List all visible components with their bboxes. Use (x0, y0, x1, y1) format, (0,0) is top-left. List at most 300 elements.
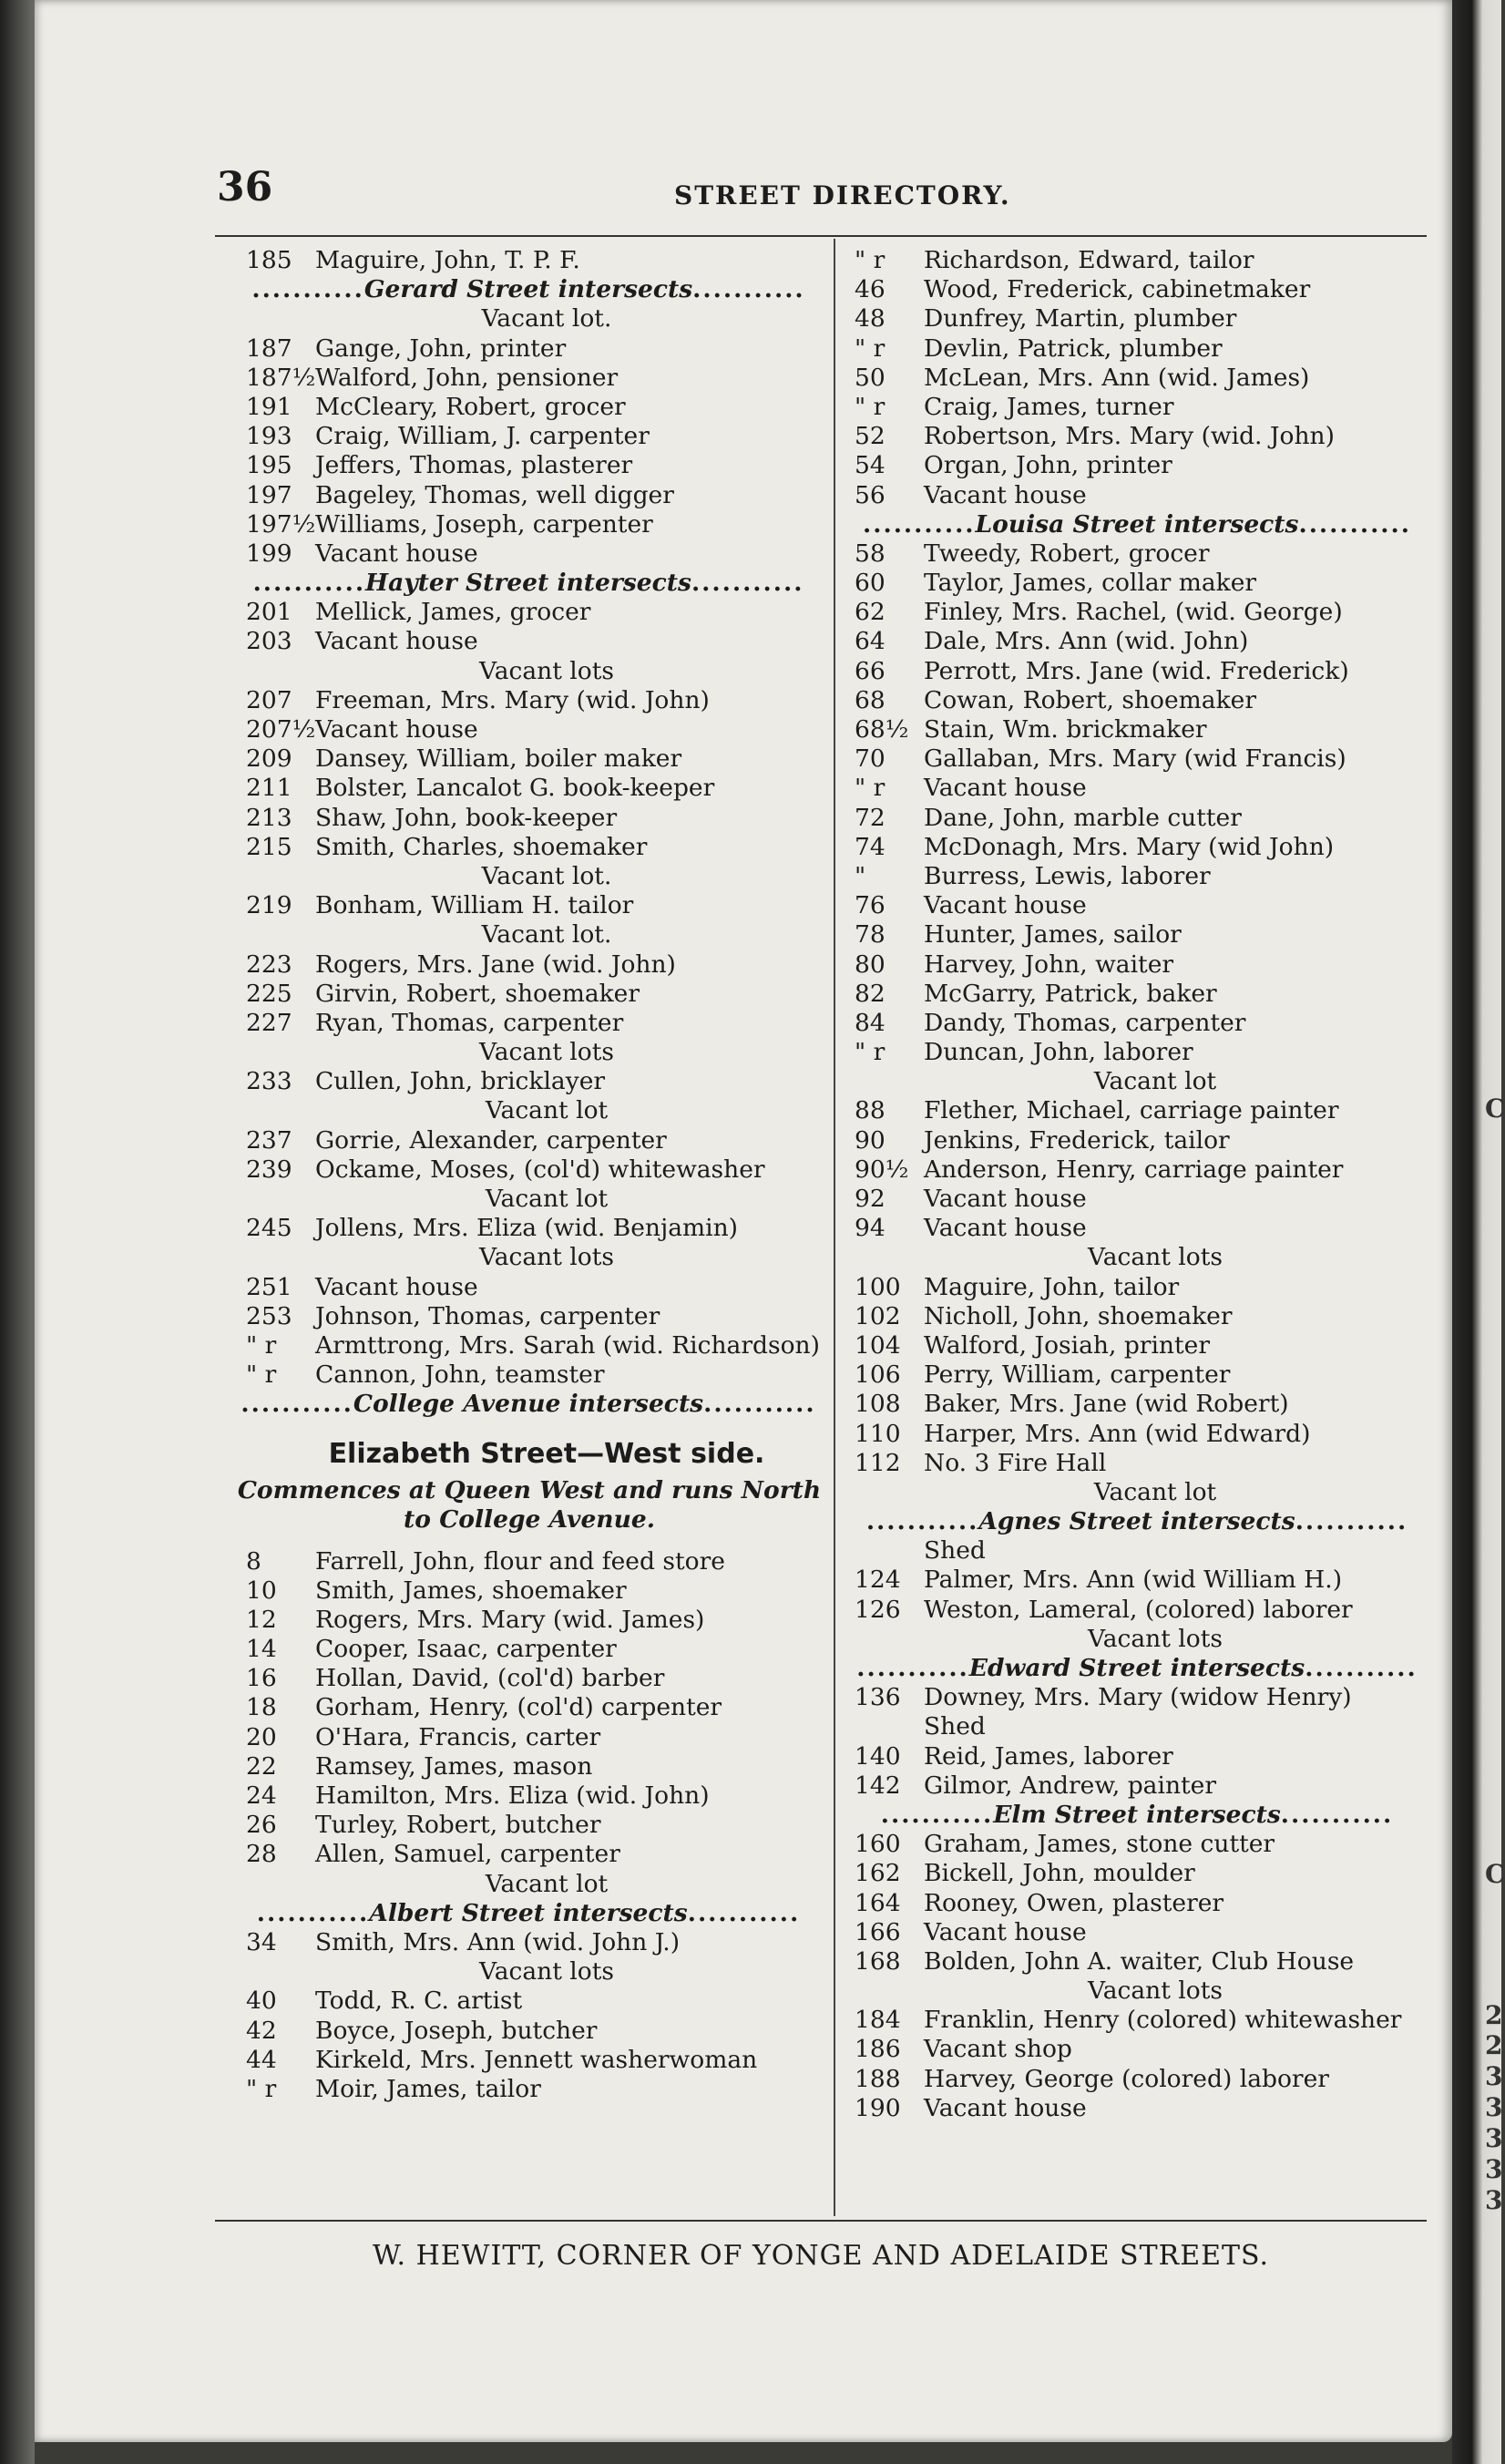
house-number: 191 (246, 392, 292, 421)
directory-entry (855, 481, 1456, 510)
resident-name: Bolster, Lancalot G. book-keeper (315, 774, 715, 803)
resident-name: Craig, James, turner (924, 392, 1174, 421)
resident-name: Rogers, Mrs. Jane (wid. John) (315, 950, 676, 979)
vacancy-line: Vacant lots (479, 1243, 614, 1272)
house-number: " (855, 861, 866, 890)
house-number: 74 (855, 832, 886, 861)
directory-entry (855, 833, 1456, 862)
directory-entry (855, 1038, 1456, 1067)
directory-entry (855, 920, 1456, 950)
house-number: 82 (855, 979, 886, 1008)
directory-entry (855, 569, 1456, 598)
house-number: 46 (855, 275, 886, 304)
directory-entry (855, 1214, 1456, 1243)
vacancy-line: Vacant lot (1093, 1477, 1217, 1506)
intersection-text: Albert Street intersects (369, 1898, 688, 1927)
resident-name: Mellick, James, grocer (315, 598, 591, 627)
resident-name: Hamilton, Mrs. Eliza (wid. John) (315, 1781, 710, 1810)
directory-entry (855, 1566, 1456, 1595)
resident-name: Cullen, John, bricklayer (315, 1067, 606, 1096)
house-number: 112 (855, 1448, 901, 1477)
house-number: 18 (246, 1693, 277, 1722)
resident-name: Smith, Charles, shoemaker (315, 832, 648, 861)
vacancy-line: Vacant lot. (481, 920, 612, 950)
house-number: 100 (855, 1272, 901, 1301)
directory-entry (855, 1918, 1456, 1947)
directory-entry (246, 1214, 847, 1243)
vacancy-line: Vacant lot (485, 1096, 609, 1125)
directory-entry (855, 1420, 1456, 1449)
house-number: 48 (855, 304, 886, 334)
directory-entry (246, 1009, 847, 1038)
house-number: 90½ (855, 1155, 909, 1184)
directory-entry (246, 1781, 847, 1811)
right-column (855, 246, 1456, 2123)
vacancy-line: Vacant lot (485, 1185, 609, 1213)
section-subtitle: Commences at Queen West and runs North to College Avenue. (237, 1475, 822, 1534)
house-number: 193 (246, 422, 292, 451)
house-number: 227 (246, 1008, 292, 1037)
directory-entry (855, 1596, 1456, 1625)
house-number: 215 (246, 832, 292, 861)
directory-entry (246, 364, 847, 393)
resident-name: Downey, Mrs. Mary (widow Henry) (924, 1683, 1352, 1712)
directory-entry (855, 804, 1456, 833)
resident-name: McGarry, Patrick, baker (924, 979, 1217, 1008)
resident-name: Stain, Wm. brickmaker (924, 715, 1207, 744)
house-number: 40 (246, 1987, 277, 2016)
directory-entry (855, 1302, 1456, 1331)
resident-name: Bickell, John, moulder (924, 1859, 1195, 1888)
house-number: 68½ (855, 715, 909, 744)
directory-entry (246, 774, 847, 803)
resident-name: Taylor, James, collar maker (924, 569, 1257, 598)
resident-name: Williams, Joseph, carpenter (315, 509, 653, 539)
house-number: 24 (246, 1781, 277, 1810)
resident-name: McCleary, Robert, grocer (315, 392, 626, 421)
house-number: 28 (246, 1840, 277, 1869)
house-number: 12 (246, 1605, 277, 1634)
house-number: 84 (855, 1008, 886, 1037)
resident-name: Moir, James, tailor (315, 2074, 541, 2103)
house-number: " r (855, 246, 886, 274)
street-intersection-line (237, 569, 820, 598)
directory-entry (855, 451, 1456, 480)
resident-name: Burress, Lewis, laborer (924, 861, 1211, 890)
resident-name: Ryan, Thomas, carpenter (315, 1008, 624, 1037)
house-number: 199 (246, 539, 292, 568)
resident-name: Baker, Mrs. Jane (wid Robert) (924, 1390, 1289, 1419)
directory-entry (855, 715, 1456, 744)
directory-entry (246, 627, 847, 656)
resident-name: Gallaban, Mrs. Mary (wid Francis) (924, 744, 1346, 774)
house-number: 186 (855, 2035, 901, 2064)
vacancy-line: Vacant lot. (481, 861, 612, 890)
house-number: 60 (855, 569, 886, 598)
directory-entry (855, 2094, 1456, 2123)
house-number: " r (246, 2074, 277, 2103)
resident-name: Jeffers, Thomas, plasterer (315, 451, 633, 480)
house-number: 44 (246, 2045, 277, 2074)
house-number: 197½ (246, 509, 316, 539)
intersection-text: Louisa Street intersects (975, 509, 1299, 539)
resident-name: Richardson, Edward, tailor (924, 246, 1254, 274)
left-column (237, 246, 847, 2104)
house-number: 80 (855, 950, 886, 979)
resident-name: Kirkeld, Mrs. Jennett washerwoman (315, 2045, 758, 2074)
resident-name: Maguire, John, T. P. F. (315, 246, 580, 274)
directory-entry (246, 1752, 847, 1781)
directory-entry (855, 1859, 1456, 1888)
house-number: 185 (246, 246, 292, 274)
street-intersection-line (845, 510, 1428, 539)
directory-entry (855, 1947, 1456, 1976)
directory-entry (855, 2006, 1456, 2035)
resident-name: Cannon, John, teamster (315, 1360, 605, 1390)
resident-name: O'Hara, Francis, carter (315, 1722, 601, 1751)
directory-entry (855, 1096, 1456, 1125)
resident-name: Perrott, Mrs. Jane (wid. Frederick) (924, 656, 1349, 685)
resident-name: Reid, James, laborer (924, 1741, 1173, 1771)
house-number: 26 (246, 1811, 277, 1840)
directory-entry (246, 715, 847, 744)
directory-entry (855, 744, 1456, 774)
house-number: 42 (246, 2016, 277, 2045)
directory-entry (246, 1331, 847, 1360)
vacancy-line: Vacant lots (1088, 1624, 1223, 1653)
resident-name: Vacant shop (924, 2035, 1072, 2064)
directory-entry (246, 980, 847, 1009)
directory-entry (855, 2035, 1456, 2064)
resident-name: Jollens, Mrs. Eliza (wid. Benjamin) (315, 1214, 739, 1243)
directory-entry (855, 1683, 1456, 1712)
resident-name: Shed (924, 1536, 986, 1566)
resident-name: Harper, Mrs. Ann (wid Edward) (924, 1419, 1311, 1448)
resident-name: Vacant house (315, 1272, 478, 1301)
resident-name: Vacant house (315, 539, 478, 568)
house-number: 34 (246, 1927, 277, 1956)
house-number: 78 (855, 920, 886, 950)
header-rule (215, 235, 1427, 237)
house-number: 124 (855, 1566, 901, 1595)
resident-name: Anderson, Henry, carriage painter (924, 1155, 1344, 1184)
resident-name: Harvey, John, waiter (924, 950, 1174, 979)
resident-name: Cowan, Robert, shoemaker (924, 685, 1256, 714)
resident-name: Robertson, Mrs. Mary (wid. John) (924, 422, 1335, 451)
house-number: 90 (855, 1125, 886, 1155)
house-number: 197 (246, 480, 292, 509)
directory-entry (246, 1576, 847, 1606)
resident-name: Dale, Mrs. Ann (wid. John) (924, 627, 1249, 656)
street-intersection-line (237, 275, 820, 304)
directory-entry (246, 1840, 847, 1869)
resident-name: Shed (924, 1712, 986, 1741)
resident-name: Perry, William, carpenter (924, 1360, 1231, 1390)
directory-entry (246, 1155, 847, 1185)
resident-name: Nicholl, John, shoemaker (924, 1301, 1233, 1330)
house-number: 168 (855, 1946, 901, 1976)
directory-entry (246, 334, 847, 364)
resident-name: Bolden, John A. waiter, Club House (924, 1946, 1355, 1976)
resident-name: Maguire, John, tailor (924, 1272, 1180, 1301)
resident-name: Flether, Michael, carriage painter (924, 1096, 1339, 1125)
directory-entry (246, 686, 847, 715)
directory-entry (855, 364, 1456, 393)
resident-name: Todd, R. C. artist (315, 1987, 523, 2016)
directory-entry (855, 862, 1456, 891)
resident-name: Farrell, John, flour and feed store (315, 1546, 725, 1576)
resident-name: Shaw, John, book-keeper (315, 803, 618, 832)
vacancy-line: Vacant lots (1088, 1243, 1223, 1272)
directory-entry (855, 1185, 1456, 1214)
resident-name: Ockame, Moses, (col'd) whitewasher (315, 1155, 765, 1184)
directory-entry (246, 393, 847, 422)
directory-entry (855, 1360, 1456, 1390)
resident-name: Hollan, David, (col'd) barber (315, 1664, 665, 1693)
house-number: " r (855, 392, 886, 421)
house-number: 211 (246, 774, 292, 803)
street-intersection-line (845, 1801, 1428, 1830)
house-number: 64 (855, 627, 886, 656)
house-number: 58 (855, 539, 886, 568)
directory-entry (855, 422, 1456, 451)
house-number: 54 (855, 451, 886, 480)
resident-name: Devlin, Patrick, plumber (924, 334, 1223, 363)
directory-entry (246, 950, 847, 980)
street-intersection-line (237, 1899, 820, 1928)
vacancy-line: Vacant lot (1093, 1067, 1217, 1096)
house-number: 164 (855, 1888, 901, 1917)
house-number: 187½ (246, 363, 316, 392)
house-number: 10 (246, 1576, 277, 1605)
directory-entry (246, 2046, 847, 2075)
resident-name: Freeman, Mrs. Mary (wid. John) (315, 685, 710, 714)
resident-name: Boyce, Joseph, butcher (315, 2016, 598, 2045)
directory-entry (855, 1449, 1456, 1478)
house-number: 233 (246, 1067, 292, 1096)
directory-entry (246, 539, 847, 569)
directory-entry (855, 1536, 1456, 1566)
house-number: 203 (246, 627, 292, 656)
directory-entry (246, 2017, 847, 2046)
house-number: 207½ (246, 715, 316, 744)
house-number: 136 (855, 1683, 901, 1712)
house-number: 20 (246, 1722, 277, 1751)
directory-entry (246, 422, 847, 451)
directory-entry (246, 1126, 847, 1155)
resident-name: Dane, John, marble cutter (924, 803, 1242, 832)
resident-name: Walford, Josiah, printer (924, 1330, 1210, 1360)
house-number: 92 (855, 1185, 886, 1213)
house-number: 251 (246, 1272, 292, 1301)
directory-entry (855, 598, 1456, 627)
directory-entry (855, 1889, 1456, 1918)
directory-entry (855, 1126, 1456, 1155)
resident-name: No. 3 Fire Hall (924, 1448, 1107, 1477)
house-number: 187 (246, 334, 292, 363)
street-intersection-line (845, 1654, 1428, 1683)
resident-name: Vacant house (924, 1214, 1087, 1243)
resident-name: Dansey, William, boiler maker (315, 744, 682, 774)
house-number: " r (246, 1330, 277, 1360)
vacancy-line: Vacant lot (485, 1869, 609, 1898)
house-number: 188 (855, 2064, 901, 2093)
house-number: 245 (246, 1214, 292, 1243)
resident-name: McDonagh, Mrs. Mary (wid John) (924, 832, 1335, 861)
directory-entry (246, 1547, 847, 1576)
house-number: 106 (855, 1360, 901, 1390)
resident-name: Bageley, Thomas, well digger (315, 480, 674, 509)
house-number: 62 (855, 598, 886, 627)
directory-entry (246, 833, 847, 862)
house-number: 66 (855, 656, 886, 685)
house-number: 162 (855, 1859, 901, 1888)
directory-entry (246, 804, 847, 833)
intersection-text: Hayter Street intersects (365, 569, 691, 598)
resident-name: Bonham, William H. tailor (315, 891, 634, 920)
resident-name: Smith, James, shoemaker (315, 1576, 627, 1605)
resident-name: Jenkins, Frederick, tailor (924, 1125, 1230, 1155)
directory-entry (246, 744, 847, 774)
resident-name: McLean, Mrs. Ann (wid. James) (924, 363, 1310, 392)
resident-name: Dunfrey, Martin, plumber (924, 304, 1237, 334)
directory-entry (855, 334, 1456, 364)
directory-entry (855, 980, 1456, 1009)
spacer (246, 1535, 847, 1547)
street-intersection-line (845, 1507, 1428, 1536)
house-number: 213 (246, 803, 292, 832)
page-number: 36 (217, 164, 273, 210)
house-number: 50 (855, 363, 886, 392)
vacancy-line: Vacant lots (1088, 1976, 1223, 2006)
vacancy-line: Vacant lots (479, 656, 614, 685)
house-number: 237 (246, 1125, 292, 1155)
directory-entry (246, 246, 847, 275)
directory-entry (855, 304, 1456, 334)
house-number: 190 (855, 2093, 901, 2122)
house-number: 209 (246, 744, 292, 774)
resident-name: Harvey, George (colored) laborer (924, 2064, 1329, 2093)
vacancy-line: Vacant lots (479, 1038, 614, 1067)
resident-name: Wood, Frederick, cabinetmaker (924, 275, 1311, 304)
spacer (246, 1420, 847, 1432)
book-spine (0, 0, 35, 2464)
house-number: 195 (246, 451, 292, 480)
resident-name: Walford, John, pensioner (315, 363, 619, 392)
resident-name: Turley, Robert, butcher (315, 1811, 601, 1840)
resident-name: Rooney, Owen, plasterer (924, 1888, 1224, 1917)
directory-entry (246, 598, 847, 627)
house-number: 104 (855, 1330, 901, 1360)
resident-name: Girvin, Robert, shoemaker (315, 979, 640, 1008)
directory-entry (246, 891, 847, 920)
resident-name: Vacant house (924, 1185, 1087, 1213)
directory-entry (855, 1155, 1456, 1185)
directory-entry (855, 246, 1456, 275)
directory-entry (855, 1331, 1456, 1360)
facing-page-fragments: C C 2 2 3 3 3 3 3 (1485, 1093, 1505, 2215)
resident-name: Organ, John, printer (924, 451, 1172, 480)
house-number: 72 (855, 803, 886, 832)
resident-name: Weston, Lameral, (colored) laborer (924, 1595, 1353, 1624)
house-number: 207 (246, 685, 292, 714)
directory-entry (246, 1811, 847, 1840)
running-head: STREET DIRECTORY. (674, 180, 1011, 210)
directory-entry (855, 950, 1456, 980)
directory-entry (246, 1302, 847, 1331)
directory-entry (246, 481, 847, 510)
house-number: 160 (855, 1830, 901, 1859)
house-number: 68 (855, 685, 886, 714)
house-number: 88 (855, 1096, 886, 1125)
vacancy-line: Vacant lots (479, 1957, 614, 1987)
house-number: 22 (246, 1751, 277, 1781)
directory-entry (246, 1606, 847, 1635)
directory-entry (246, 1360, 847, 1390)
resident-name: Vacant house (315, 627, 478, 656)
directory-entry (855, 1830, 1456, 1859)
directory-entry (855, 275, 1456, 304)
directory-entry (246, 1067, 847, 1096)
directory-entry (246, 1723, 847, 1752)
directory-entry (855, 1009, 1456, 1038)
resident-name: Armttrong, Mrs. Sarah (wid. Richardson) (315, 1330, 820, 1360)
resident-name: Dandy, Thomas, carpenter (924, 1008, 1246, 1037)
resident-name: Vacant house (924, 891, 1087, 920)
house-number (855, 1536, 924, 1566)
intersection-text: College Avenue intersects (353, 1390, 704, 1419)
house-number: 166 (855, 1917, 901, 1946)
intersection-text: Gerard Street intersects (363, 275, 693, 304)
section-heading: Elizabeth Street—West side. (328, 1437, 765, 1470)
resident-name: Ramsey, James, mason (315, 1751, 593, 1781)
footer-rule (215, 2220, 1427, 2222)
resident-name: Gange, John, printer (315, 334, 567, 363)
house-number: 16 (246, 1664, 277, 1693)
resident-name: Gorham, Henry, (col'd) carpenter (315, 1693, 722, 1722)
house-number: 14 (246, 1635, 277, 1664)
house-number: 8 (246, 1546, 261, 1576)
resident-name: Vacant house (924, 2093, 1087, 2122)
house-number: 219 (246, 891, 292, 920)
house-number: 110 (855, 1419, 901, 1448)
house-number: " r (855, 1038, 886, 1067)
directory-entry (855, 891, 1456, 920)
vacancy-line: Vacant lot. (481, 304, 612, 334)
house-number: " r (855, 774, 886, 803)
directory-entry (855, 1273, 1456, 1302)
directory-entry (246, 1928, 847, 1957)
directory-entry (855, 774, 1456, 803)
directory-entry (246, 1273, 847, 1302)
directory-entry (855, 657, 1456, 686)
directory-entry (855, 1712, 1456, 1741)
resident-name: Palmer, Mrs. Ann (wid William H.) (924, 1566, 1343, 1595)
directory-entry (246, 1987, 847, 2016)
resident-name: Vacant house (315, 715, 478, 744)
directory-entry (855, 1390, 1456, 1419)
resident-name: Cooper, Isaac, carpenter (315, 1635, 617, 1664)
directory-entry (246, 451, 847, 480)
house-number: 76 (855, 891, 886, 920)
resident-name: Johnson, Thomas, carpenter (315, 1301, 660, 1330)
intersection-text: Agnes Street intersects (978, 1507, 1295, 1536)
resident-name: Rogers, Mrs. Mary (wid. James) (315, 1605, 705, 1634)
resident-name: Duncan, John, laborer (924, 1038, 1193, 1067)
house-number: 225 (246, 979, 292, 1008)
house-number: 70 (855, 744, 886, 774)
house-number: 184 (855, 2006, 901, 2035)
